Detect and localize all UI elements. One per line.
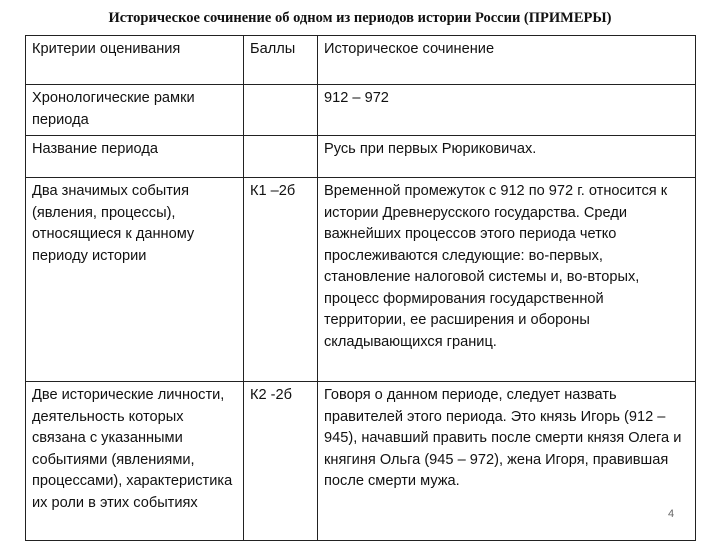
row-essay: Временной промежуток с 912 по 972 г. относится к истории Древнерусского государства. Среди важнейших процессов этого периода четко прослеживаются следующие: во-первых, становление налоговой системы и, во-вторых, процесс формирования государственной территории, ее расширения и обороны складывающихся границ. (318, 178, 696, 382)
row-essay: 912 – 972 (318, 85, 696, 136)
row-essay: Русь при первых Рюриковичах. (318, 136, 696, 178)
header-criteria: Критерии оценивания (26, 36, 244, 85)
header-essay: Историческое сочинение (318, 36, 696, 85)
row-score: К2 -2б (244, 382, 318, 541)
table-row (26, 85, 696, 136)
row-criterion: Две исторические личности, деятельность которых связана с указанными событиями (явлениями, процессами), характеристика их роли в этих событиях (26, 382, 244, 541)
page-number: 4 (668, 508, 675, 520)
row-essay: Говоря о данном периоде, следует назвать правителей этого периода. Это князь Игорь (912 – 945), начавший править после смерти князя Олега и княгиня Ольга (945 – 972), жена Игоря, правившая после смерти мужа. (318, 382, 696, 541)
table-row (26, 136, 696, 178)
row-score (244, 136, 318, 178)
table-header-row (26, 36, 696, 85)
page-title: Историческое сочинение об одном из периодов истории России (ПРИМЕРЫ) (108, 10, 612, 26)
criteria-table (25, 35, 696, 541)
row-criterion: Два значимых события (явления, процессы), относящиеся к данному периоду истории (26, 178, 244, 382)
row-score (244, 85, 318, 136)
row-criterion: Название периода (26, 136, 244, 178)
row-criterion: Хронологические рамки периода (26, 85, 244, 136)
table-row (26, 178, 696, 382)
row-score: К1 –2б (244, 178, 318, 382)
header-score: Баллы (244, 36, 318, 85)
table-row (26, 382, 696, 541)
